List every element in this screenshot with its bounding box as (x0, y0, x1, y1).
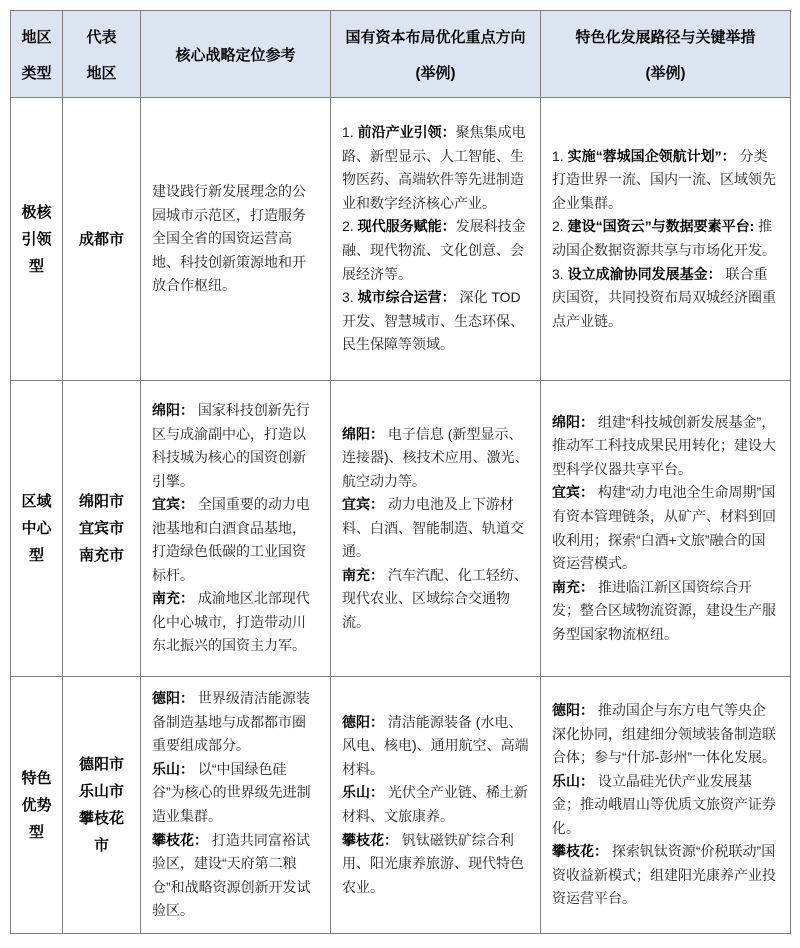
cell-capital-layout-paragraph: 德阳： 清洁能源装备 (水电、风电、核电)、通用航空、高端材料。 (342, 713, 529, 777)
cell-core-strategy-paragraph: 德阳： 世界级清洁能源装备制造基地与成都都市圈重要组成部分。 (152, 690, 310, 754)
cell-capital-layout-paragraph: 绵阳： 电子信息 (新型显示、连接器)、核技术应用、激光、航空动力等。 (342, 425, 529, 489)
cell-core-strategy-paragraph: 绵阳： 国家科技创新先行区与成渝副中心，打造以科技城为核心的国资创新引擎。 (152, 402, 310, 489)
column-header-label: 类型 (21, 64, 52, 82)
cell-region-type-line: 特色 (21, 769, 52, 787)
cell-development-path-paragraph: 乐山： 设立晶硅光伏产业发展基金；推动峨眉山等优质文旅资产证券化。 (552, 772, 776, 836)
cell-region-type-line: 引领 (21, 230, 52, 248)
cell-core-strategy-paragraph: 攀枝花： 打造共同富裕试验区，建设“天府第二粮仓”和战略资源创新开发试验区。 (152, 831, 311, 919)
region-strategy-table (10, 10, 791, 934)
cell-region-type-line: 型 (28, 823, 44, 841)
cell-capital-layout-paragraph: 南充： 汽车汽配、化工轻纺、现代农业、区域综合交通物流。 (342, 566, 528, 630)
cell-development-path-paragraph: 3. 设立成渝协同发展基金： 联合重庆国资，共同投资布局双城经济圈重点产业链。 (552, 265, 776, 329)
cell-core-strategy (141, 381, 331, 677)
table-row (11, 381, 791, 677)
table-row (11, 677, 791, 934)
cell-region-type-line: 区域 (21, 493, 52, 510)
cell-capital-layout (331, 98, 541, 381)
cell-development-path-paragraph: 攀枝花： 探索钒钛资源“价税联动”国资收益新模式；组建阳光康养产业投资运营平台。 (552, 843, 776, 907)
table-body (11, 98, 791, 934)
column-header-label: 核心战略定位参考 (175, 46, 296, 64)
column-header-region-type (11, 11, 63, 98)
column-header-development-path (541, 11, 791, 98)
column-header-label: 地区 (86, 64, 117, 82)
cell-development-path-paragraph: 绵阳： 组建“科技城创新发展基金”，推动军工科技成果民用转化；建设大型科学仪器共享平台。 (552, 413, 776, 477)
cell-representative-regions (63, 98, 141, 381)
cell-representative-regions-line: 德阳市 (78, 756, 124, 773)
table-row (11, 98, 791, 381)
column-header-capital-layout (331, 11, 541, 98)
cell-core-strategy-paragraph: 南充： 成渝地区北部现代化中心城市，打造带动川东北振兴的国资主力军。 (152, 590, 310, 654)
column-header-label: 地区 (21, 28, 52, 46)
cell-region-type (11, 98, 63, 381)
cell-core-strategy-paragraph: 宜宾： 全国重要的动力电池基地和白酒食品基地，打造绿色低碳的工业国资标杆。 (152, 496, 310, 583)
cell-capital-layout-paragraph: 乐山： 光伏全产业链、稀土新材料、文旅康养。 (342, 784, 528, 824)
column-header-label: (举例) (415, 64, 456, 82)
cell-development-path-paragraph: 2. 建设“国资云”与数据要素平台: 推动国企数据资源共享与市场化开发。 (552, 218, 776, 258)
cell-capital-layout-paragraph: 1. 前沿产业引领：聚焦集成电路、新型显示、人工智能、生物医药、高端软件等先进制造业和数字经济核心产业。 (342, 124, 526, 211)
cell-representative-regions-line: 乐山市 (78, 783, 124, 800)
cell-region-type-line: 优势 (21, 796, 52, 814)
cell-representative-regions-line: 市 (93, 837, 109, 854)
cell-region-type-line: 型 (28, 257, 44, 275)
cell-region-type-line: 型 (28, 547, 44, 564)
cell-capital-layout (331, 381, 541, 677)
cell-development-path-paragraph: 南充： 推进临江新区国资综合开发；整合区域物流资源，建设生产服务型国家物流枢纽。 (552, 578, 776, 642)
cell-capital-layout-paragraph: 攀枝花： 钒钛磁铁矿综合利用、阳光康养旅游、现代特色农业。 (342, 831, 524, 895)
cell-representative-regions-line: 宜宾市 (78, 520, 124, 537)
cell-development-path-paragraph: 1. 实施“蓉城国企领航计划”： 分类打造世界一流、国内一流、区域领先企业集群。 (552, 147, 776, 211)
cell-region-type-line: 极核 (21, 203, 52, 221)
cell-capital-layout-paragraph: 宜宾： 动力电池及上下游材料、白酒、智能制造、轨道交通。 (342, 496, 524, 560)
column-header-core-strategy (141, 11, 331, 98)
column-header-label: 国有资本布局优化重点方向 (345, 28, 526, 46)
cell-region-type (11, 381, 63, 677)
column-header-label: 代表 (86, 28, 117, 46)
column-header-label: 特色化发展路径与关键举措 (575, 28, 756, 46)
cell-development-path-paragraph: 德阳： 推动国企与东方电气等央企深化协同，组建细分领域装备制造联合体；参与“什邡-彭州”一体化发展。 (552, 702, 776, 766)
cell-development-path (541, 381, 791, 677)
cell-representative-regions-line: 绵阳市 (78, 493, 124, 510)
cell-region-type-line: 中心 (21, 520, 52, 537)
cell-development-path (541, 98, 791, 381)
cell-representative-regions-line: 南充市 (78, 547, 124, 564)
cell-capital-layout-paragraph: 3. 城市综合运营： 深化 TOD 开发、智慧城市、生态环保、民生保障等领域。 (342, 289, 524, 353)
table-header-row (11, 11, 791, 98)
cell-development-path-paragraph: 宜宾： 构建“动力电池全生命周期”国有资本管理链条，从矿产、材料到回收利用；探索“白酒+文旅”融合的国资运营模式。 (552, 484, 776, 572)
cell-core-strategy (141, 98, 331, 381)
cell-development-path (541, 677, 791, 934)
cell-representative-regions-line: 攀枝花 (78, 810, 124, 827)
cell-representative-regions-line: 成都市 (78, 230, 124, 248)
column-header-label: (举例) (645, 64, 686, 82)
cell-capital-layout (331, 677, 541, 934)
cell-core-strategy-paragraph: 建设践行新发展理念的公园城市示范区，打造服务全国全省的国资运营高地、科技创新策源地和开放合作枢纽。 (152, 183, 306, 294)
cell-representative-regions (63, 677, 141, 934)
column-header-representative-region (63, 11, 141, 98)
cell-region-type (11, 677, 63, 934)
cell-representative-regions (63, 381, 141, 677)
cell-core-strategy (141, 677, 331, 934)
cell-core-strategy-paragraph: 乐山： 以“中国绿色硅谷”为核心的世界级先进制造业集群。 (152, 760, 311, 824)
cell-capital-layout-paragraph: 2. 现代服务赋能：发展科技金融、现代物流、文化创意、会展经济等。 (342, 218, 526, 282)
